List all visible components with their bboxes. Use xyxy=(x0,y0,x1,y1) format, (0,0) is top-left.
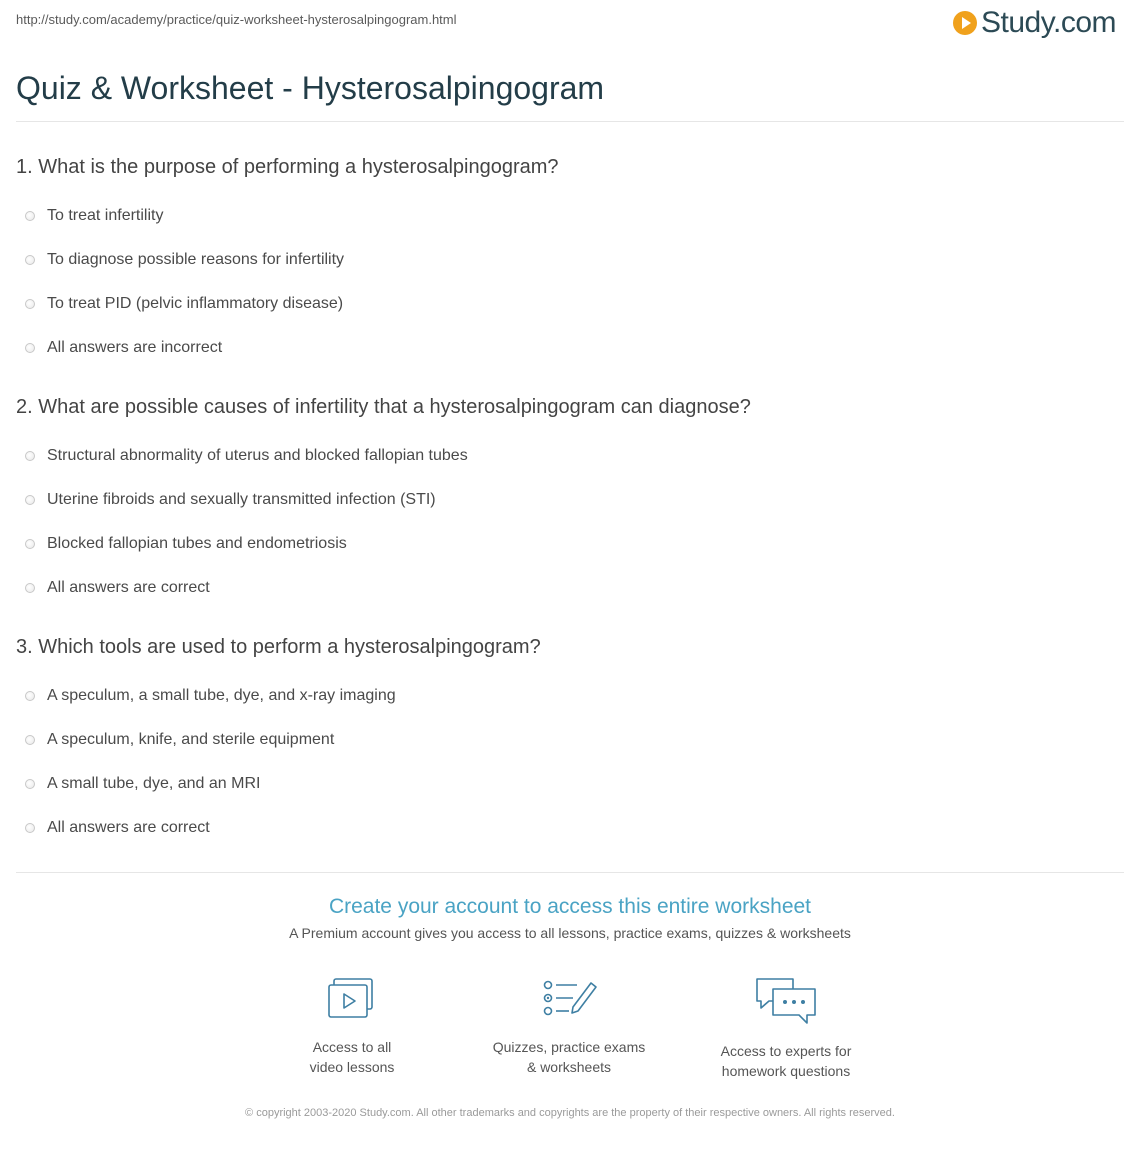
answer-option[interactable] xyxy=(16,326,1124,370)
top-bar xyxy=(0,0,1140,50)
answer-label: A speculum, knife, and sterile equipment xyxy=(47,731,335,748)
cta-subtitle: A Premium account gives you access to all lessons, practice exams, quizzes & worksheets xyxy=(289,925,851,941)
question-text: 2. What are possible causes of infertility that a hysterosalpingogram can diagnose? xyxy=(16,396,751,418)
question-text: 1. What is the purpose of performing a hysterosalpingogram? xyxy=(16,156,559,178)
answer-label: Structural abnormality of uterus and blocked fallopian tubes xyxy=(47,447,468,464)
answer-option[interactable] xyxy=(16,194,1124,238)
feature-experts xyxy=(696,975,876,1081)
feature-label: Access to all video lessons xyxy=(309,1039,395,1075)
answer-option[interactable] xyxy=(16,522,1124,566)
answer-option[interactable] xyxy=(16,434,1124,478)
radio-button[interactable] xyxy=(25,583,35,593)
page-title: Quiz & Worksheet - Hysterosalpingogram xyxy=(16,70,605,106)
answer-option[interactable] xyxy=(16,478,1124,522)
page-url: http://study.com/academy/practice/quiz-worksheet-hysterosalpingogram.html xyxy=(16,12,457,27)
feature-list xyxy=(0,975,1140,1079)
answer-list xyxy=(16,674,1124,850)
question-text: 3. Which tools are used to perform a hysterosalpingogram? xyxy=(16,636,541,658)
logo-text: Study.com xyxy=(981,6,1116,39)
quiz-list-icon xyxy=(539,975,599,1023)
radio-button[interactable] xyxy=(25,691,35,701)
section-divider xyxy=(16,872,1124,873)
answer-label: To diagnose possible reasons for infertility xyxy=(47,251,345,268)
answer-label: All answers are correct xyxy=(47,819,210,836)
answer-option[interactable] xyxy=(16,238,1124,282)
answer-label: A speculum, a small tube, dye, and x-ray imaging xyxy=(47,687,396,704)
feature-label: Access to experts for homework questions xyxy=(720,1043,852,1079)
answer-option[interactable] xyxy=(16,282,1124,326)
answer-option[interactable] xyxy=(16,762,1124,806)
video-lessons-icon xyxy=(324,975,380,1023)
feature-quizzes xyxy=(479,975,659,1077)
answer-label: Uterine fibroids and sexually transmitted infection (STI) xyxy=(47,491,436,508)
answer-label: A small tube, dye, and an MRI xyxy=(47,775,261,792)
chat-bubbles-icon xyxy=(753,975,819,1027)
answer-label: To treat PID (pelvic inflammatory disease) xyxy=(47,295,344,312)
answer-option[interactable] xyxy=(16,674,1124,718)
answer-label: Blocked fallopian tubes and endometriosis xyxy=(47,535,347,552)
answer-label: To treat infertility xyxy=(47,207,164,224)
answer-option[interactable] xyxy=(16,806,1124,850)
question-1 xyxy=(16,152,1124,370)
copyright-notice: © copyright 2003-2020 Study.com. All other trademarks and copyrights are the property of their respective owners. All rights reserved. xyxy=(245,1107,895,1119)
answer-option[interactable] xyxy=(16,718,1124,762)
feature-label: Quizzes, practice exams & worksheets xyxy=(492,1039,646,1075)
answer-option[interactable] xyxy=(16,566,1124,610)
answer-label: All answers are correct xyxy=(47,579,210,596)
radio-button[interactable] xyxy=(25,495,35,505)
title-divider xyxy=(16,121,1124,122)
radio-button[interactable] xyxy=(25,451,35,461)
answer-label: All answers are incorrect xyxy=(47,339,223,356)
answer-list xyxy=(16,194,1124,370)
answer-list xyxy=(16,434,1124,610)
signup-cta xyxy=(0,895,1140,941)
radio-button[interactable] xyxy=(25,735,35,745)
radio-button[interactable] xyxy=(25,823,35,833)
radio-button[interactable] xyxy=(25,299,35,309)
question-3 xyxy=(16,632,1124,850)
radio-button[interactable] xyxy=(25,255,35,265)
radio-button[interactable] xyxy=(25,539,35,549)
feature-video-lessons xyxy=(262,975,442,1077)
radio-button[interactable] xyxy=(25,211,35,221)
question-2 xyxy=(16,392,1124,610)
play-logo-icon xyxy=(953,11,977,35)
study-logo[interactable] xyxy=(953,6,1116,40)
radio-button[interactable] xyxy=(25,779,35,789)
radio-button[interactable] xyxy=(25,343,35,353)
cta-title-link[interactable]: Create your account to access this entire worksheet xyxy=(328,895,812,918)
